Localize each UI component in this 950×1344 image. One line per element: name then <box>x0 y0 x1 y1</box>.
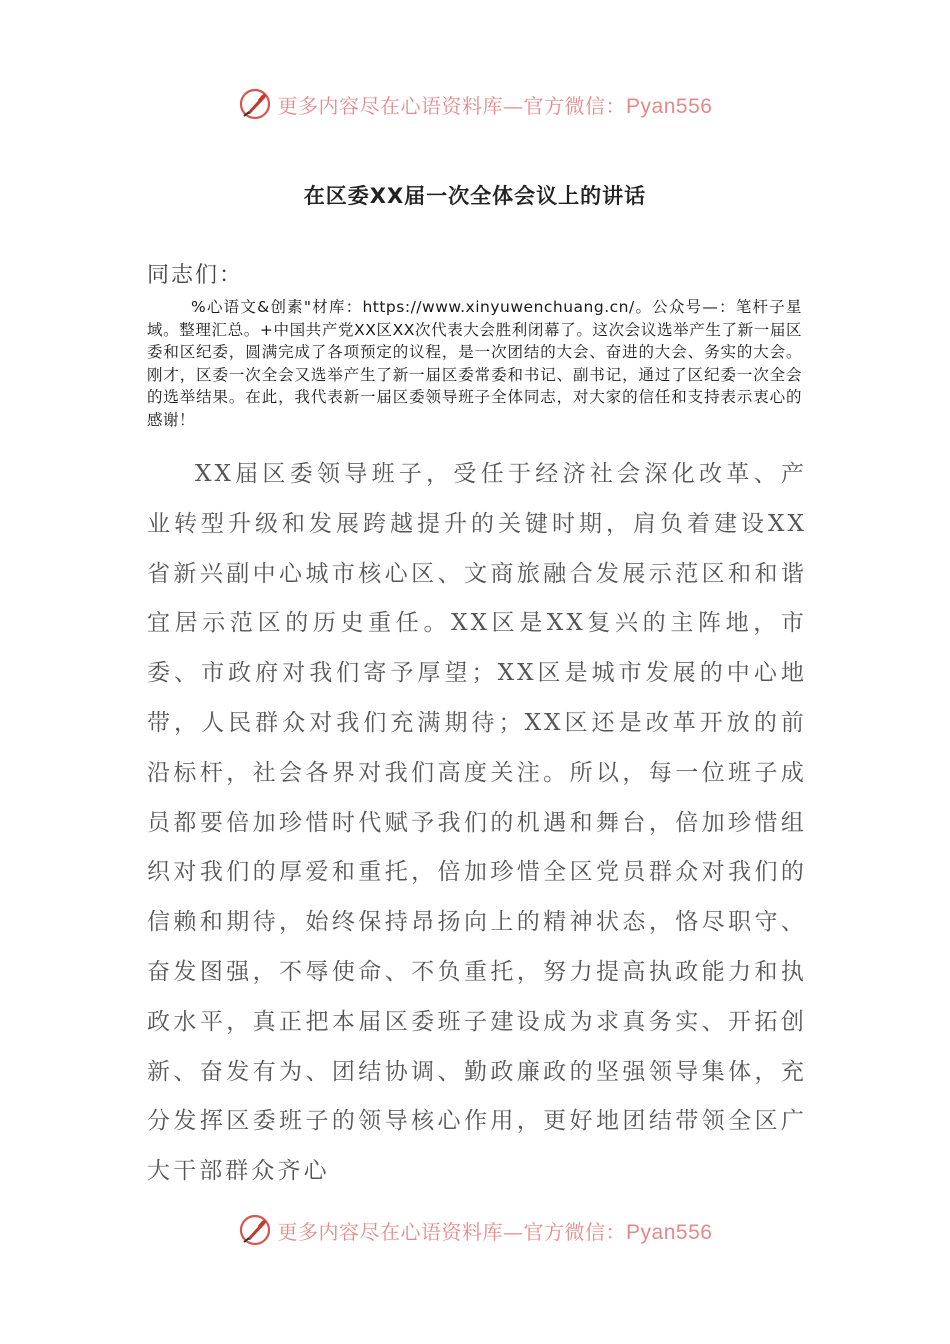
body-paragraph: XX届区委领导班子，受任于经济社会深化改革、产业转型升级和发展跨越提升的关键时期，肩负着建设XX省新兴副中心城市核心区、文商旅融合发展示范区和和谐宜居示范区的历史重任。XX区是XX复兴的主阵地，市委、市政府对我们寄予厚望；XX区是城市发展的中心地带，人民群众对我们充满期待；XX区还是改革开放的前沿标杆，社会各界对我们高度关注。所以，每一位班子成员都要倍加珍惜时代赋予我们的机遇和舞台，倍加珍惜组织对我们的厚爱和重托，倍加珍惜全区党员群众对我们的信赖和期待，始终保持昂扬向上的精神状态，恪尽职守、奋发图强，不辱使命、不负重托，努力提高执政能力和执政水平，真正把本届区委班子建设成为求真务实、开拓创新、奋发有为、团结协调、勤政廉政的坚强领导集体，充分发挥区委班子的领导核心作用，更好地团结带领全区广大干部群众齐心 <box>147 461 807 1185</box>
wechat-handle: Pyan556 <box>626 1220 713 1244</box>
wechat-handle: Pyan556 <box>626 94 713 118</box>
salutation: 同志们： <box>147 263 244 288</box>
watermark-main-text: 更多内容尽在心语资料库—官方微信： <box>277 1219 627 1244</box>
watermark-text <box>278 90 713 119</box>
header-watermark-banner <box>0 80 950 128</box>
watermark-text <box>278 1216 713 1245</box>
quill-logo-icon <box>238 87 272 121</box>
footer-watermark-banner <box>0 1206 950 1254</box>
document-title: 在区委XX届一次全体会议上的讲话 <box>303 184 647 208</box>
watermark-main-text: 更多内容尽在心语资料库—官方微信： <box>277 93 627 118</box>
quill-logo-icon <box>238 1213 272 1247</box>
opening-paragraph: %心语文&创素"材库：https://www.xinyuwenchuang.cn/。公众号—：笔杆子星域。整理汇总。+中国共产党XX区XX次代表大会胜利闭幕了。这次会议选举产生了新一届区委和区纪委，圆满完成了各项预定的议程，是一次团结的大会、奋进的大会、务实的大会。刚才，区委一次全会又选举产生了新一届区委常委和书记、副书记，通过了区纪委一次全会的选举结果。在此，我代表新一届区委领导班子全体同志，对大家的信任和支持表示衷心的感谢！ <box>147 298 802 429</box>
